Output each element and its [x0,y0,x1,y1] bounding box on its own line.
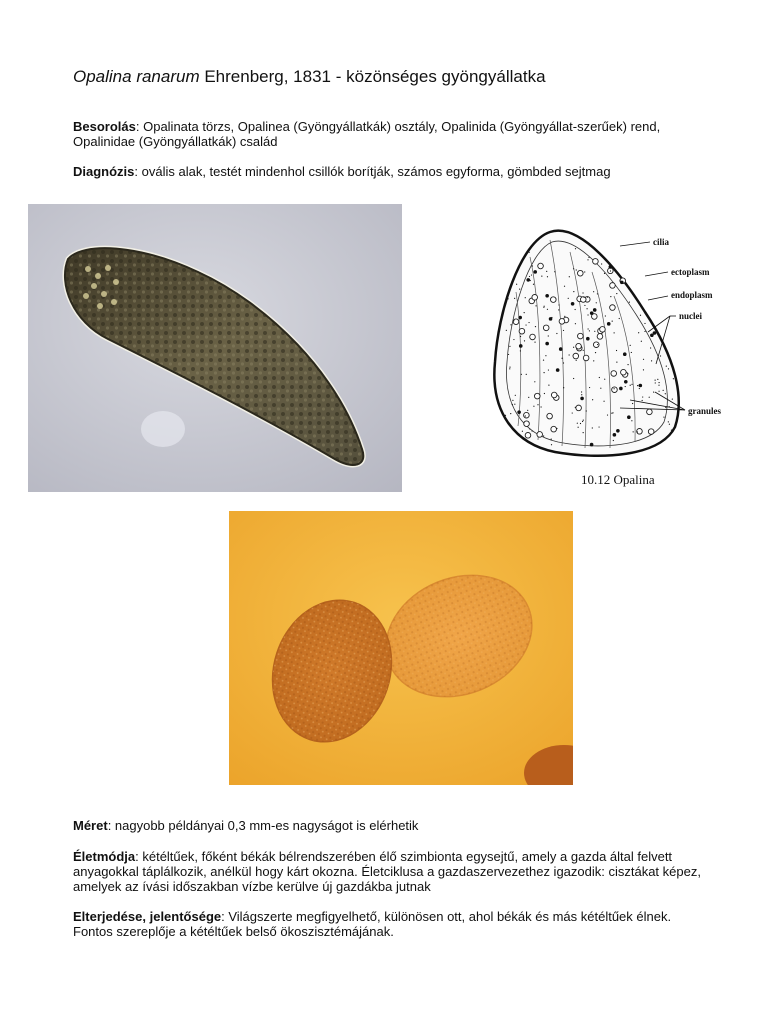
page-title [73,66,546,88]
classification-label: Besorolás [73,119,136,134]
label-endoplasm: endoplasm [671,290,713,300]
lifestyle-text: : kétéltűek, főként békák bélrendszerében élő szimbionta egysejtű, amely a gazda által felvett anyagokkal táplálkozik, anélkül hogy kárt okozna. Életciklusa a gazdaszervezethez igazodik: cisztákat képez, amelyek az ívási időszakban vízbe kerülve új gazdákba jutnak [73,849,701,894]
label-cilia: cilia [653,237,669,247]
distribution-text: : Világszerte megfigyelhető, különösen ott, ahol békák és más kétéltűek élnek. Fontos szereplője a kétéltűek belső ökoszisztémájának. [73,909,672,939]
micrograph-photo-1 [28,204,402,492]
diagnosis-label: Diagnózis [73,164,135,179]
size-text: : nagyobb példányai 0,3 mm-es nagyságot is elérhetik [107,818,419,833]
title-rest: Ehrenberg, 1831 - közönséges gyöngyállatka [199,67,546,86]
classification-paragraph [73,119,713,149]
species-name: Opalina ranarum [73,67,200,86]
lifestyle-label: Életmódja [73,849,136,864]
label-nuclei: nuclei [679,311,703,321]
diagnosis-paragraph [73,164,713,179]
label-ectoplasm: ectoplasm [671,267,710,277]
size-label: Méret [73,818,108,833]
distribution-paragraph [73,909,713,939]
label-granules: granules [688,406,722,416]
micrograph-photo-2 [229,511,573,785]
diagram-caption: 10.12 Opalina [581,472,655,487]
distribution-label: Elterjedése, jelentősége [73,909,222,924]
lifestyle-paragraph [73,849,713,894]
diagnosis-text: : ovális alak, testét mindenhol csillók borítják, számos egyforma, gömbded sejtmag [134,164,611,179]
classification-text: : Opalinata törzs, Opalinea (Gyöngyállatkák) osztály, Opalinida (Gyöngyállat-szerűek) rend, Opalinidae (Gyöngyállatkák) család [73,119,661,149]
size-paragraph [73,818,713,833]
opalina-diagram [470,212,760,494]
